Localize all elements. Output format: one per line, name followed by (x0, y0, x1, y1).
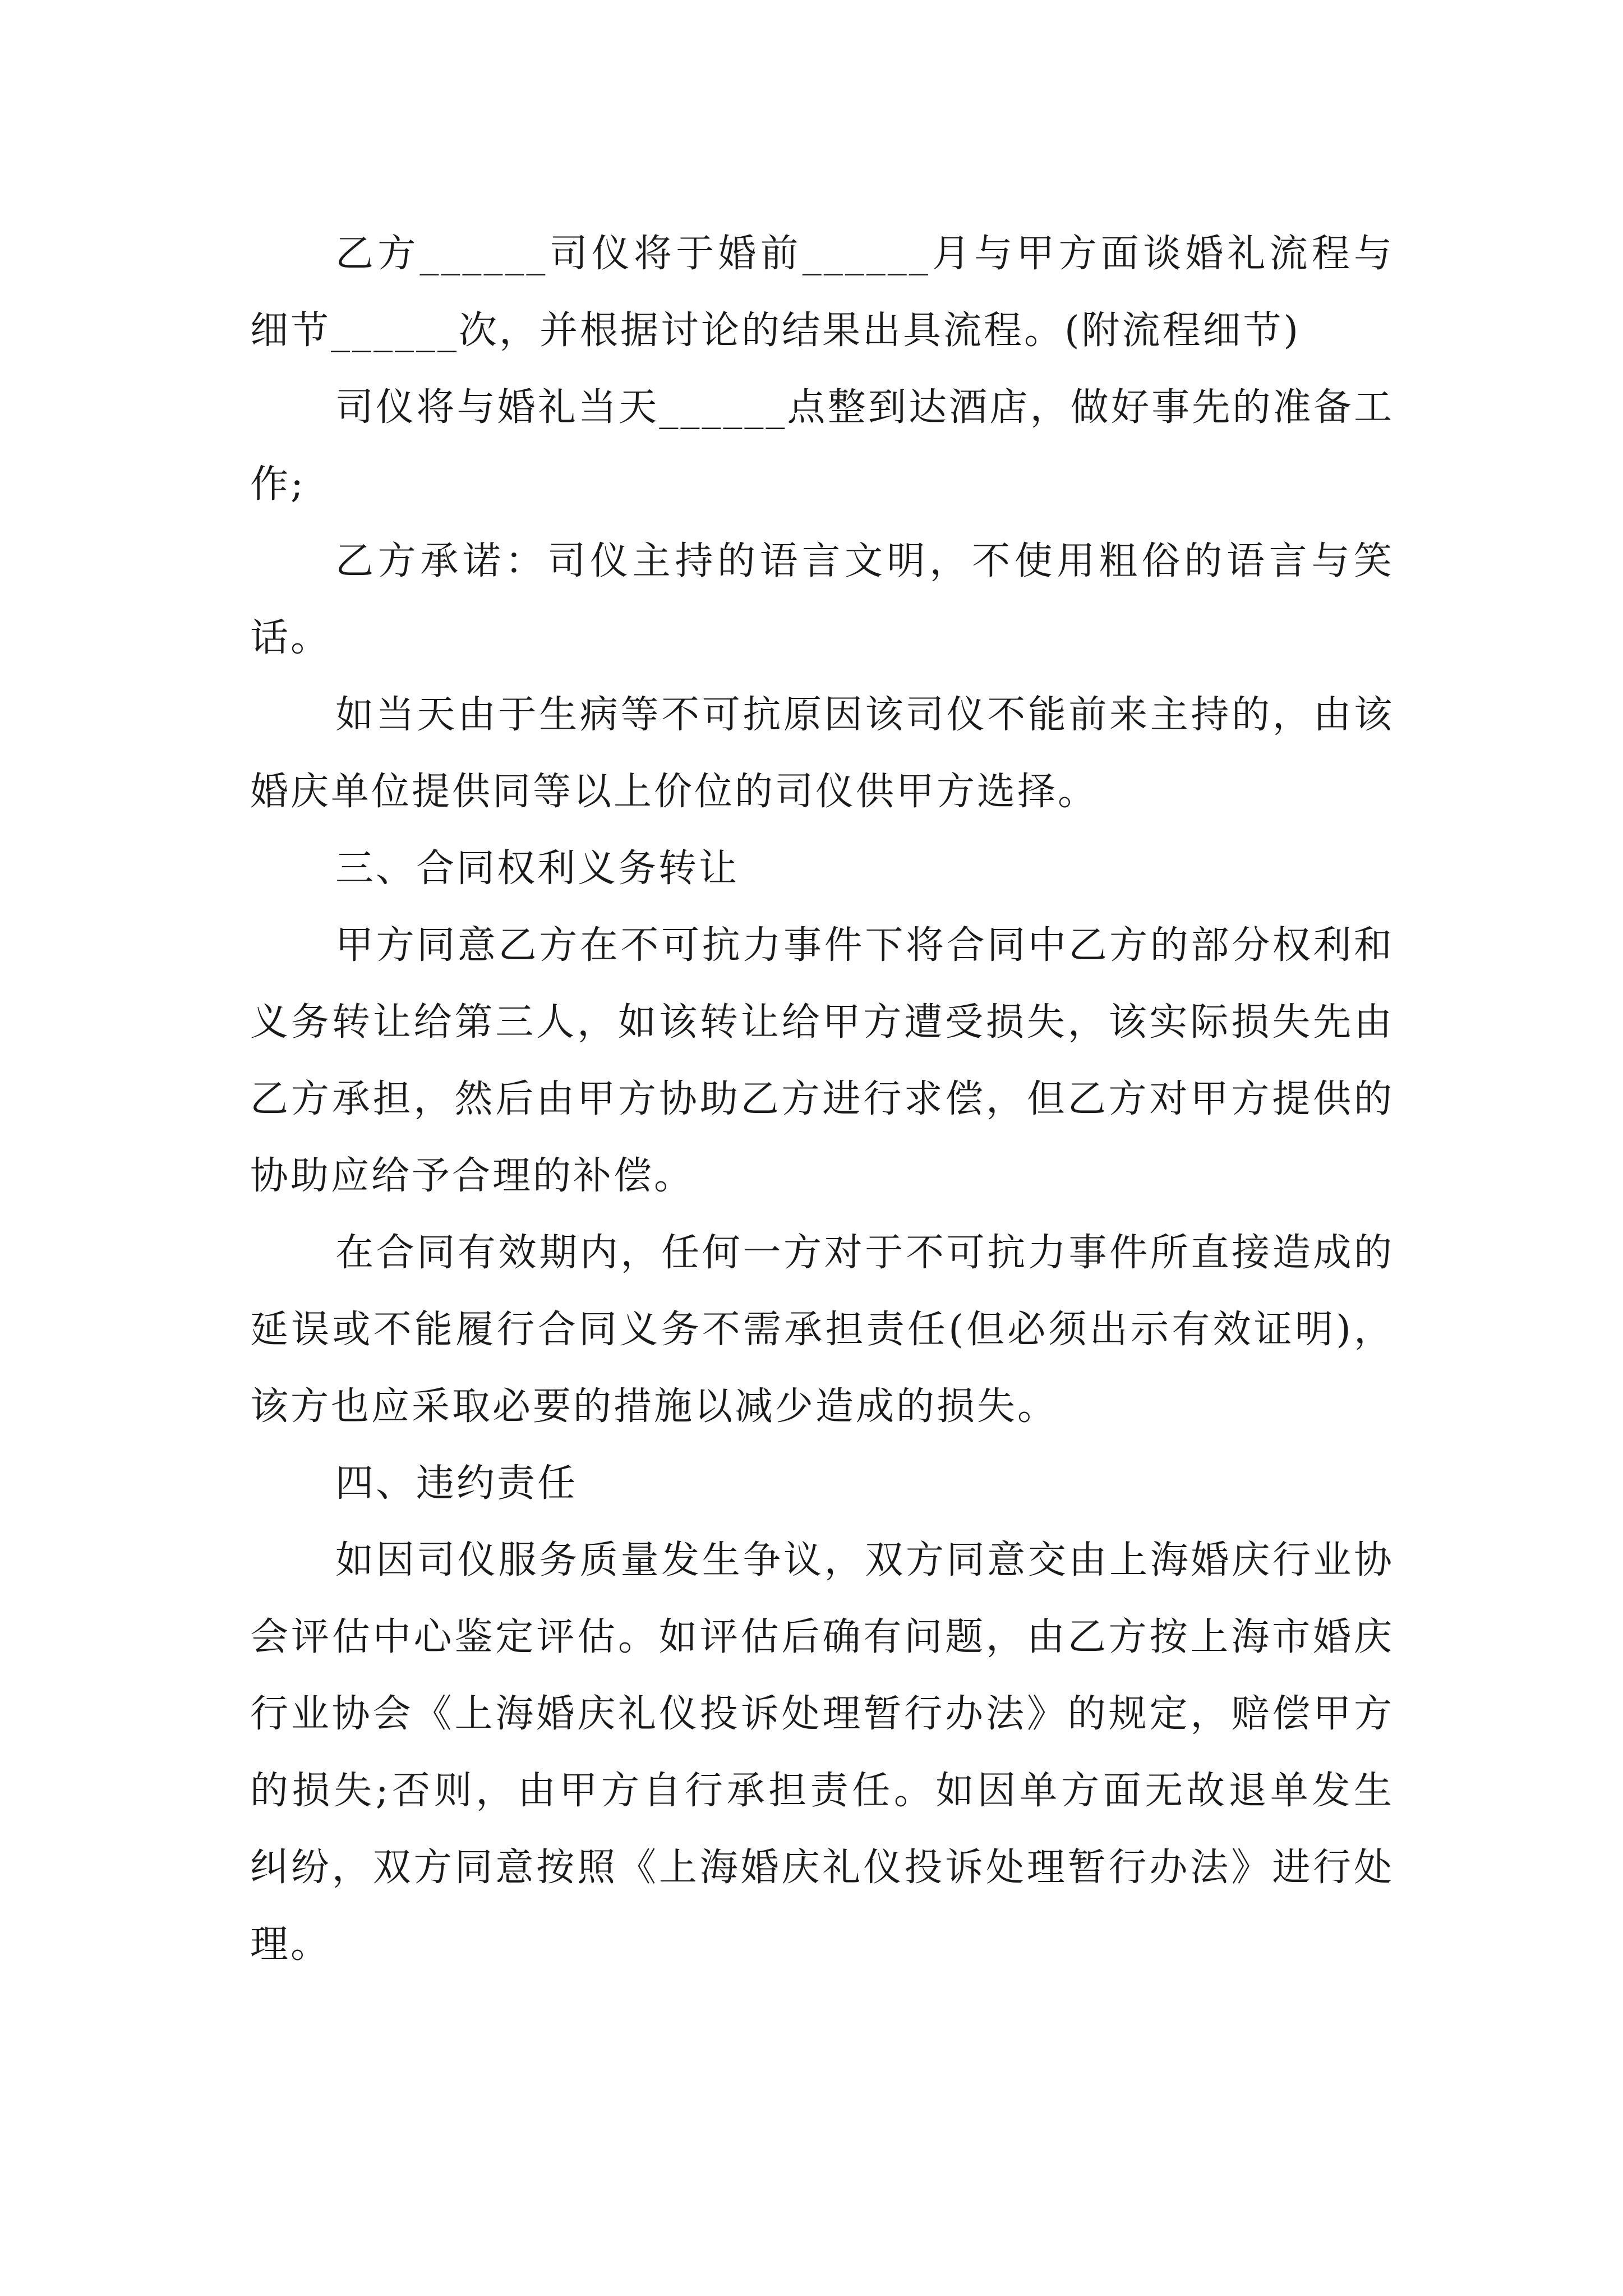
paragraph-language-promise: 乙方承诺：司仪主持的语言文明，不使用粗俗的语言与笑话。 (250, 539, 1394, 660)
section-heading-transfer: 三、合同权利义务转让 (335, 846, 740, 891)
paragraph-arrival-time: 司仪将与婚礼当天______点整到达酒店，做好事先的准备工作; (250, 385, 1394, 507)
document-body (250, 215, 1394, 1983)
paragraph-dispute-resolution: 如因司仪服务质量发生争议，双方同意交由上海婚庆行业协会评估中心鉴定评估。如评估后确有问题，由乙方按上海市婚庆行业协会《上海婚庆礼仪投诉处理暂行办法》的规定，赔偿甲方的损失;否则，由甲方自行承担责任。如因单方面无故退单发生纠纷，双方同意按照《上海婚庆礼仪投诉处理暂行办法》进行处理。 (250, 1538, 1394, 1967)
paragraph-substitute-host: 如当天由于生病等不可抗原因该司仪不能前来主持的，由该婚庆单位提供同等以上价位的司仪供甲方选择。 (250, 693, 1394, 814)
paragraph-force-majeure: 在合同有效期内，任何一方对于不可抗力事件所直接造成的延误或不能履行合同义务不需承担责任(但必须出示有效证明)，该方也应采取必要的措施以减少造成的损失。 (250, 1231, 1394, 1429)
paragraph-host-meeting: 乙方______司仪将于婚前______月与甲方面谈婚礼流程与细节______次，并根据讨论的结果出具流程。(附流程细节) (250, 232, 1394, 353)
section-heading-liability: 四、违约责任 (335, 1461, 578, 1506)
paragraph-transfer-rights: 甲方同意乙方在不可抗力事件下将合同中乙方的部分权利和义务转让给第三人，如该转让给甲方遭受损失，该实际损失先由乙方承担，然后由甲方协助乙方进行求偿，但乙方对甲方提供的协助应给予合理的补偿。 (250, 923, 1394, 1198)
